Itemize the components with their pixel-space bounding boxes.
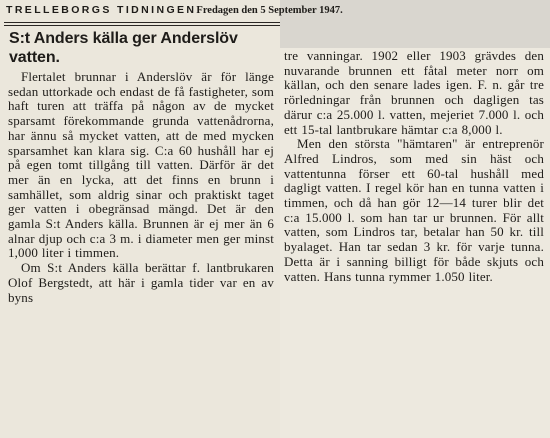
masthead-rule-thin	[4, 25, 280, 26]
newspaper-name: TRELLEBORGS TIDNINGEN	[6, 4, 197, 16]
masthead-rule	[4, 22, 280, 23]
masthead	[6, 4, 343, 20]
article-paragraph: Flertalet brunnar i Anderslöv är för länge sedan uttorkade och endast de få fastigheter, som haft turen att träffa på någon av de mycket sparsamt förekommande grunda vattenådrorna, har ännu så mycket vatten, att de med mycken sparsamhet kan klara sig. C:a 60 hushåll har ej på egen tomt tillgång till vatten. Därför är det mer än en lycka, att det finns en brunn i samhället, som aldrig sinar och praktiskt taget ger vatten i obegränsad mängd. Det är den gamla S:t Anders källa. Brunnen är ej mer än 6 alnar djup och c:a 3 m. i diameter men ger minst 1,000 liter i timmen.	[8, 69, 274, 261]
article-column-right	[284, 49, 544, 284]
publication-date: Fredagen den 5 September 1947.	[196, 5, 343, 16]
article-paragraph: Om S:t Anders källa berättar f. lantbrukaren Olof Bergstedt, att här i gamla tider var en av byns	[8, 260, 274, 305]
article-paragraph: tre vanningar. 1902 eller 1903 grävdes den nuvarande brunnen ett fåtal meter norr om källan, och den senare lades igen. F. n. går tre rörledningar från brunnen och dagligen tas därur c:a 25.000 l. vatten, mejeriet 7.000 l. och ett 15-tal lantbrukare hämtar c:a 8,000 l.	[284, 48, 544, 137]
article-paragraph: Men den största "hämtaren" är entreprenör Alfred Lindros, som med sin häst och vattentunna förser ett 60-tal hushåll med dagligt vatten. I regel kör han en tunna vatten i timmen, och då han gör 12—14 turer blir det c:a 15.000 l. som han tar ur brunnen. För allt vatten, som Lindros tar, betalar han 50 kr. till byalaget. Han tar sedan 3 kr. för varje tunna. Detta är i sanning billigt för både skjuts och vatten. Hans tunna rymmer 1.050 liter.	[284, 136, 544, 284]
article-headline: S:t Anders källa ger Anderslöv vatten.	[9, 30, 238, 66]
article-column-left	[8, 70, 274, 305]
